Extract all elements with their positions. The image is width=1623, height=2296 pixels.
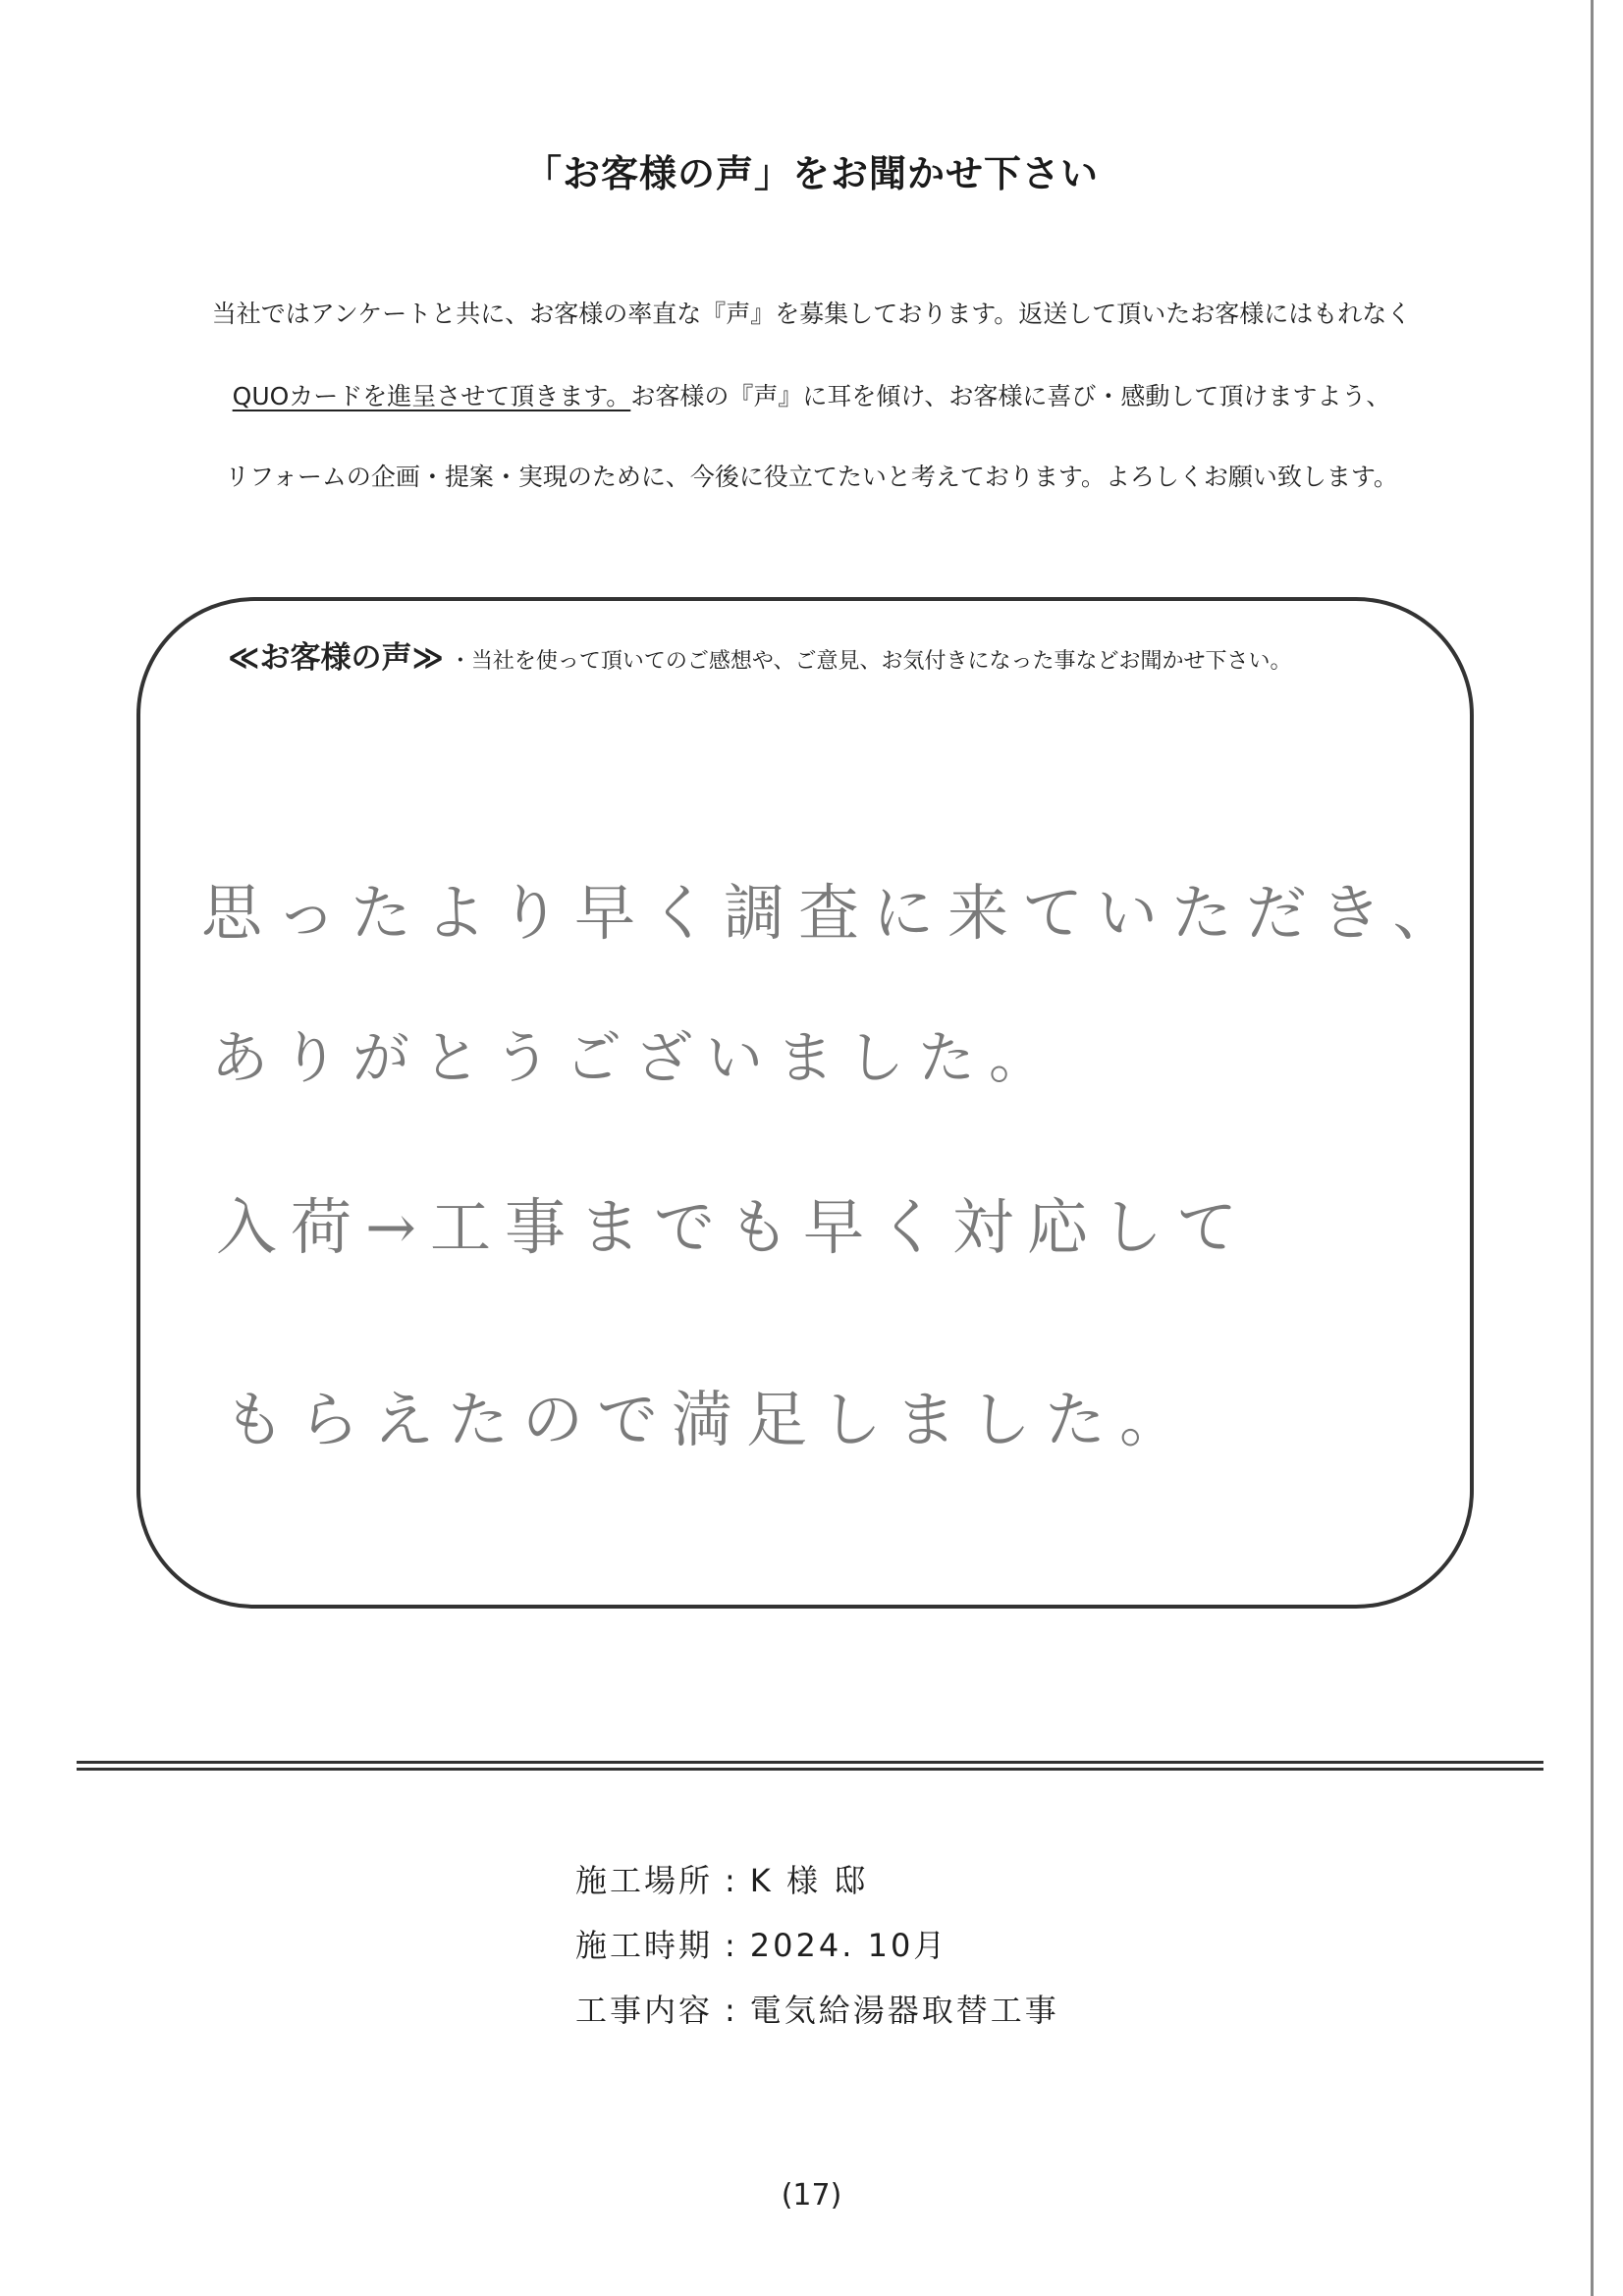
page-edge-line bbox=[1591, 0, 1594, 2296]
construction-content bbox=[575, 1986, 1059, 2031]
divider-line-top bbox=[77, 1761, 1543, 1764]
location-value: K 様 邸 bbox=[749, 1862, 869, 1899]
voice-box-header bbox=[228, 632, 1291, 677]
handwritten-line-1: 思ったより早く調査に来ていただき、 bbox=[201, 877, 1468, 949]
intro-line-2 bbox=[0, 377, 1623, 412]
location-label: 施工場所 bbox=[575, 1862, 714, 1899]
voice-box-subtitle: ・当社を使って頂いてのご感想や、ご意見、お気付きになった事などお聞かせ下さい。 bbox=[449, 649, 1292, 674]
period-separator: : bbox=[725, 1927, 738, 1964]
intro-line-2-rest: お客様の『声』に耳を傾け、お客様に喜び・感動して頂けますよう、 bbox=[630, 382, 1391, 410]
content-separator: : bbox=[725, 1992, 738, 2029]
handwritten-line-4: もらえたので満足しました。 bbox=[224, 1384, 1195, 1455]
page-number: (17) bbox=[781, 2178, 842, 2213]
page-title: 「お客様の声」をお聞かせ下さい bbox=[523, 152, 1099, 195]
divider-line-bottom bbox=[77, 1768, 1543, 1771]
period-label: 施工時期 bbox=[575, 1927, 714, 1964]
construction-location bbox=[575, 1856, 868, 1901]
handwritten-line-3: 入荷→工事までも早く対応して bbox=[216, 1191, 1251, 1263]
quo-card-offer: QUOカードを進呈させて頂きます。 bbox=[232, 382, 631, 410]
location-separator: : bbox=[725, 1862, 738, 1899]
intro-line-1: 当社ではアンケートと共に、お客様の率直な『声』を募集しております。返送して頂いたお客様にはもれなく bbox=[211, 300, 1412, 328]
content-value: 電気給湯器取替工事 bbox=[749, 1992, 1059, 2029]
period-value: 2024. 10月 bbox=[749, 1927, 948, 1964]
intro-line-3: リフォームの企画・提案・実現のために、今後に役立てたいと考えております。よろしくお願い致します。 bbox=[225, 463, 1398, 491]
handwritten-line-2: ありがとうございました。 bbox=[211, 1024, 1060, 1091]
voice-box-title: ≪お客様の声≫ bbox=[228, 640, 444, 676]
construction-period bbox=[575, 1921, 947, 1966]
content-label: 工事内容 bbox=[575, 1992, 714, 2029]
